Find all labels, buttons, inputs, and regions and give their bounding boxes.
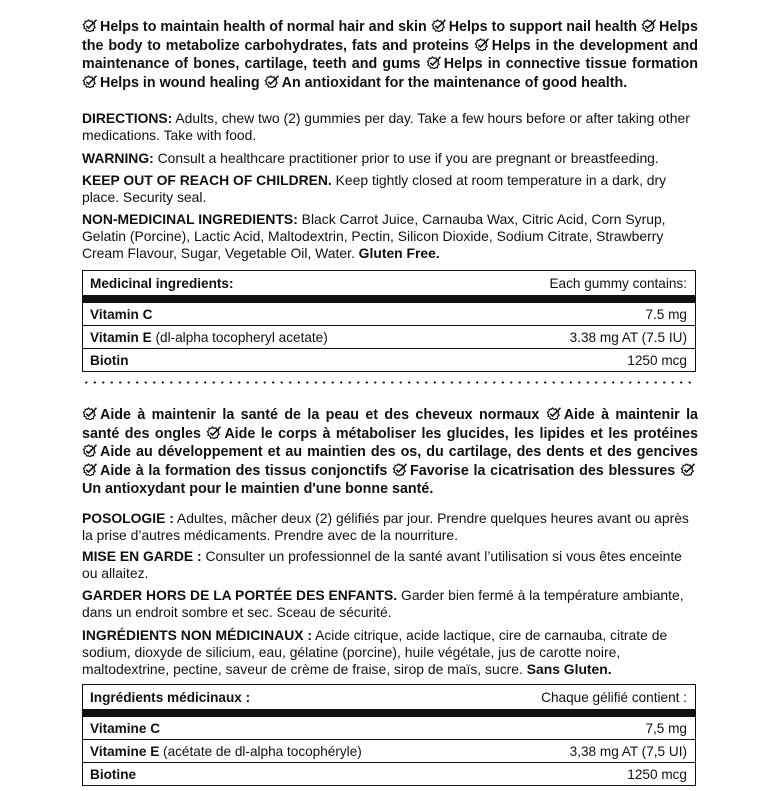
check-badge-icon <box>680 463 695 476</box>
ingredient-name: Biotine <box>90 766 137 782</box>
non-medicinaux-fr <box>82 627 698 679</box>
non-medicinaux-label: INGRÉDIENTS NON MÉDICINAUX : <box>82 627 312 643</box>
claim-item: Un antioxydant pour le maintien d'une bonne santé. <box>82 463 698 498</box>
claim-item: Aide au développement et au maintien des os, du cartilage, des dents et des gencives <box>82 444 698 460</box>
non-medicinal-en <box>82 211 698 263</box>
ingredient-name: Vitamine E <box>90 743 160 759</box>
garder-text: Garder bien fermé à la température ambiante, dans un endroit sombre et sec. Sceau de sécurité. <box>82 587 684 621</box>
table-divider <box>83 295 695 303</box>
claim-item: Helps the body to metabolize carbohydrates, fats and proteins <box>82 19 698 54</box>
ingredient-amount: 3,38 mg AT (7,5 UI) <box>569 743 687 759</box>
directions-en <box>82 110 698 144</box>
mise-en-garde-fr <box>82 548 698 582</box>
claims-fr <box>82 406 698 499</box>
keep-out-text: Keep tightly closed at room temperature in a dark, dry place. Security seal. <box>82 172 667 206</box>
claim-item: Aide à maintenir la santé des ongles <box>82 407 699 442</box>
posologie-label: POSOLOGIE : <box>82 510 174 526</box>
check-badge-icon <box>82 407 97 420</box>
table-header <box>83 685 695 709</box>
ingredient-detail: (dl-alpha tocopheryl acetate) <box>151 329 328 345</box>
table-row <box>83 739 695 762</box>
ingredient-detail: (acétate de dl-alpha tocophéryle) <box>159 743 362 759</box>
warning-label: WARNING: <box>82 150 154 166</box>
claims-en <box>82 18 698 92</box>
ingredient-amount: 1250 mcg <box>627 766 687 782</box>
table-row <box>83 762 695 785</box>
ingredient-amount: 7,5 mg <box>645 720 687 736</box>
check-badge-icon <box>641 19 656 32</box>
table-row <box>83 348 695 371</box>
claim-item: Aide le corps à métaboliser les glucides, les lipides et les protéines <box>206 426 698 442</box>
table-row <box>83 325 695 348</box>
directions-label: DIRECTIONS: <box>82 110 173 126</box>
check-badge-icon <box>426 56 441 69</box>
check-badge-icon <box>82 19 97 32</box>
garder-label: GARDER HORS DE LA PORTÉE DES ENFANTS. <box>82 587 398 603</box>
check-badge-icon <box>82 444 97 457</box>
check-badge-icon <box>431 19 446 32</box>
table-divider <box>83 709 695 717</box>
check-badge-icon <box>206 426 221 439</box>
keep-out-en <box>82 172 698 206</box>
table-header-right: Each gummy contains: <box>549 275 687 291</box>
medicinal-table-en <box>82 270 696 372</box>
garder-fr <box>82 587 698 621</box>
keep-out-label: KEEP OUT OF REACH OF CHILDREN. <box>82 172 332 188</box>
ingredient-name: Vitamin C <box>90 306 153 322</box>
claim-item: Helps to maintain health of normal hair and skin <box>82 19 427 35</box>
check-badge-icon <box>82 463 97 476</box>
mise-en-garde-text: Consulter un professionnel de la santé avant l’utilisation si vous êtes enceinte ou allaitez. <box>82 548 682 582</box>
mise-en-garde-label: MISE EN GARDE : <box>82 548 202 564</box>
table-header-right: Chaque gélifié contient : <box>541 689 687 705</box>
claim-item: Aide à la formation des tissus conjonctifs <box>82 463 387 479</box>
table-row <box>83 303 695 325</box>
check-badge-icon <box>264 75 279 88</box>
claim-item: Helps in wound healing <box>82 75 260 91</box>
table-row <box>83 717 695 739</box>
dotted-separator <box>82 381 696 384</box>
ingredient-name: Vitamine C <box>90 720 161 736</box>
warning-text: Consult a healthcare practitioner prior to use if you are pregnant or breastfeeding. <box>153 150 659 166</box>
ingredient-amount: 1250 mcg <box>627 352 687 368</box>
ingredient-amount: 3.38 mg AT (7.5 IU) <box>569 329 687 345</box>
table-header-left: Medicinal ingredients: <box>90 275 234 291</box>
medicinal-table-fr <box>82 684 696 786</box>
non-medicinal-text: Black Carrot Juice, Carnauba Wax, Citric Acid, Corn Syrup, Gelatin (Porcine), Lactic Acid, Maltodextrin, Pectin, Silicon Dioxide, Sodium Citrate, Strawberry Cream Flavour, Sugar, Vegetable Oil, Water. <box>82 211 666 262</box>
claim-item: An antioxidant for the maintenance of good health. <box>264 75 628 91</box>
claim-item: Helps in the development and maintenance of bones, cartilage, teeth and gums <box>82 37 698 73</box>
directions-text: Adults, chew two (2) gummies per day. Take a few hours before or after taking other medications. Take with food. <box>82 110 690 144</box>
claim-item: Aide à maintenir la santé de la peau et des cheveux normaux <box>82 407 539 423</box>
posologie-fr <box>82 510 698 544</box>
posologie-text: Adultes, mâcher deux (2) gélifiés par jour. Prendre quelques heures avant ou après la prise d’autres médicaments. Prendre avec de la nourriture. <box>82 510 689 544</box>
claim-item: Favorise la cicatrisation des blessures <box>392 463 675 479</box>
claim-item: Helps in connective tissue formation <box>426 56 698 72</box>
check-badge-icon <box>474 38 489 51</box>
ingredient-amount: 7.5 mg <box>645 306 687 322</box>
table-header <box>83 271 695 295</box>
check-badge-icon <box>546 407 561 420</box>
warning-en <box>82 150 698 167</box>
table-header-left: Ingrédients médicinaux : <box>90 689 251 705</box>
sans-gluten-label: Sans Gluten. <box>522 661 612 678</box>
check-badge-icon <box>82 75 97 88</box>
ingredient-name: Vitamin E <box>90 329 152 345</box>
gluten-free-label: Gluten Free. <box>354 245 440 262</box>
ingredient-name: Biotin <box>90 352 129 368</box>
non-medicinal-label: NON-MEDICINAL INGREDIENTS: <box>82 211 298 227</box>
claim-item: Helps to support nail health <box>431 19 637 35</box>
check-badge-icon <box>392 463 407 476</box>
non-medicinaux-text: Acide citrique, acide lactique, cire de carnauba, citrate de sodium, dioxyde de silicium, eau, gélatine (porcine), huile végétale, jus de carotte noire, maltodextrine, pectine, saveur de crème de fraise, sirop de maïs, sucre. <box>82 627 668 678</box>
